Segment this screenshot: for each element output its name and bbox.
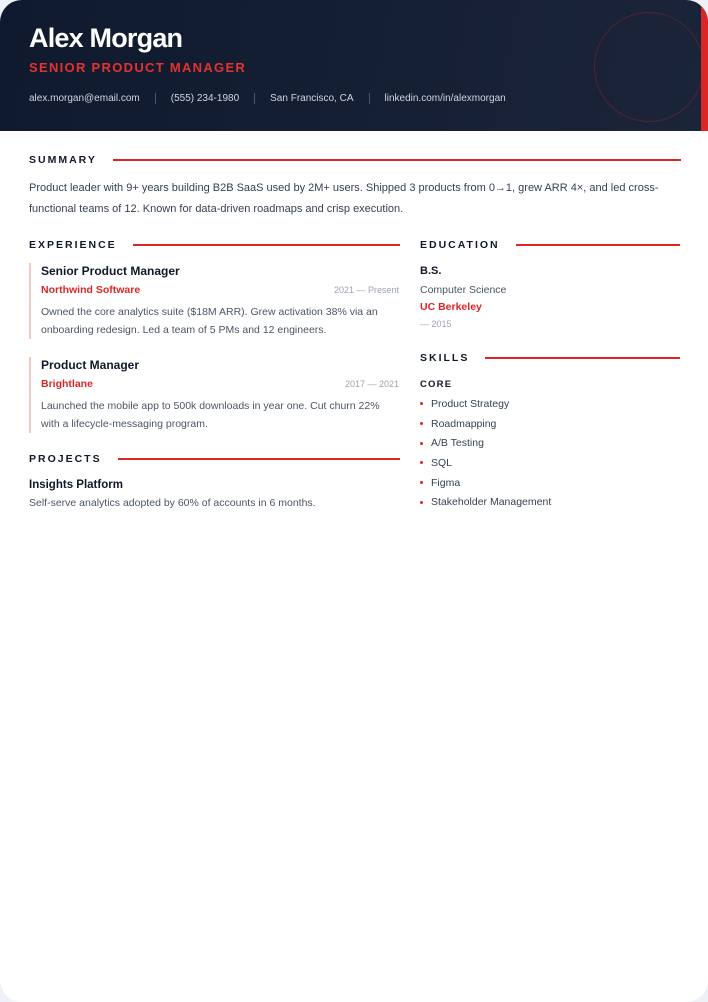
project-title: Insights Platform	[29, 479, 123, 491]
contact-linkedin[interactable]: linkedin.com/in/alexmorgan	[384, 92, 506, 104]
contact-phone[interactable]: (555) 234-1980	[170, 92, 240, 104]
summary-text: Product leader with 9+ years building B2B SaaS used by 2M+ users. Shipped 3 products from 0→1, grew ARR 4×, and led cross-functional teams of 12. Known for data-driven roadmaps and crisp execution.	[29, 182, 659, 215]
section-rule	[113, 159, 681, 161]
section-rule	[133, 244, 400, 246]
bullet-icon	[420, 442, 423, 445]
projects-heading	[29, 452, 400, 466]
education-year: — 2015	[420, 319, 452, 329]
bullet-icon	[420, 501, 423, 504]
skill-label: Product Strategy	[431, 397, 510, 410]
section-rule	[516, 244, 680, 246]
summary-heading	[29, 153, 681, 167]
skill-item	[420, 394, 551, 414]
contact-location: San Francisco, CA	[270, 92, 354, 104]
projects-heading-label: PROJECTS	[29, 453, 102, 465]
skill-label: Stakeholder Management	[431, 496, 552, 509]
candidate-name: Alex Morgan	[29, 23, 183, 53]
education-degree: B.S.	[420, 265, 442, 277]
job-company: Brightlane	[41, 378, 93, 390]
education-heading	[420, 238, 680, 252]
skill-item	[420, 433, 551, 453]
summary-heading-label: SUMMARY	[29, 154, 97, 166]
job-dates: 2021 — Present	[333, 285, 399, 295]
contact-divider	[369, 93, 370, 104]
section-rule	[485, 357, 680, 359]
skill-label: Roadmapping	[431, 417, 497, 430]
skills-list	[420, 394, 551, 512]
accent-bar	[701, 0, 708, 131]
contact-divider	[155, 93, 156, 104]
job-dates: 2017 — 2021	[344, 379, 399, 389]
skill-label: SQL	[431, 456, 453, 469]
education-school: UC Berkeley	[420, 301, 482, 313]
skill-label: A/B Testing	[431, 437, 484, 450]
job-title: Senior Product Manager	[41, 264, 180, 278]
contact-email[interactable]: alex.morgan@email.com	[29, 92, 140, 104]
skill-label: Figma	[431, 476, 461, 489]
candidate-role: SENIOR PRODUCT MANAGER	[29, 60, 247, 75]
skill-item	[420, 453, 551, 473]
skills-heading	[420, 351, 680, 365]
project-description: Self-serve analytics adopted by 60% of accounts in 6 months.	[29, 497, 316, 509]
contact-divider	[254, 93, 255, 104]
experience-entry	[29, 357, 399, 433]
resume-header	[0, 0, 708, 131]
skill-group-label: CORE	[420, 379, 453, 390]
skill-item	[420, 473, 551, 493]
experience-heading	[29, 238, 400, 252]
skill-item	[420, 492, 551, 512]
bullet-icon	[420, 422, 423, 425]
bullet-icon	[420, 481, 423, 484]
section-rule	[118, 458, 400, 460]
job-title: Product Manager	[41, 358, 140, 372]
experience-entry	[29, 263, 399, 339]
decorative-circle	[594, 12, 704, 122]
education-field: Computer Science	[420, 284, 507, 296]
contact-info	[29, 91, 506, 105]
job-description: Owned the core analytics suite ($18M ARR). Grew activation 38% via an onboarding redesign. Led a team of 5 PMs and 12 engineers.	[41, 306, 378, 336]
bullet-icon	[420, 402, 423, 405]
bullet-icon	[420, 461, 423, 464]
skills-heading-label: SKILLS	[420, 352, 470, 364]
job-company: Northwind Software	[41, 284, 141, 296]
skill-item	[420, 414, 551, 434]
education-heading-label: EDUCATION	[420, 239, 500, 251]
job-description: Launched the mobile app to 500k downloads in year one. Cut churn 22% with a lifecycle-messaging program.	[41, 400, 380, 430]
experience-heading-label: EXPERIENCE	[29, 239, 117, 251]
